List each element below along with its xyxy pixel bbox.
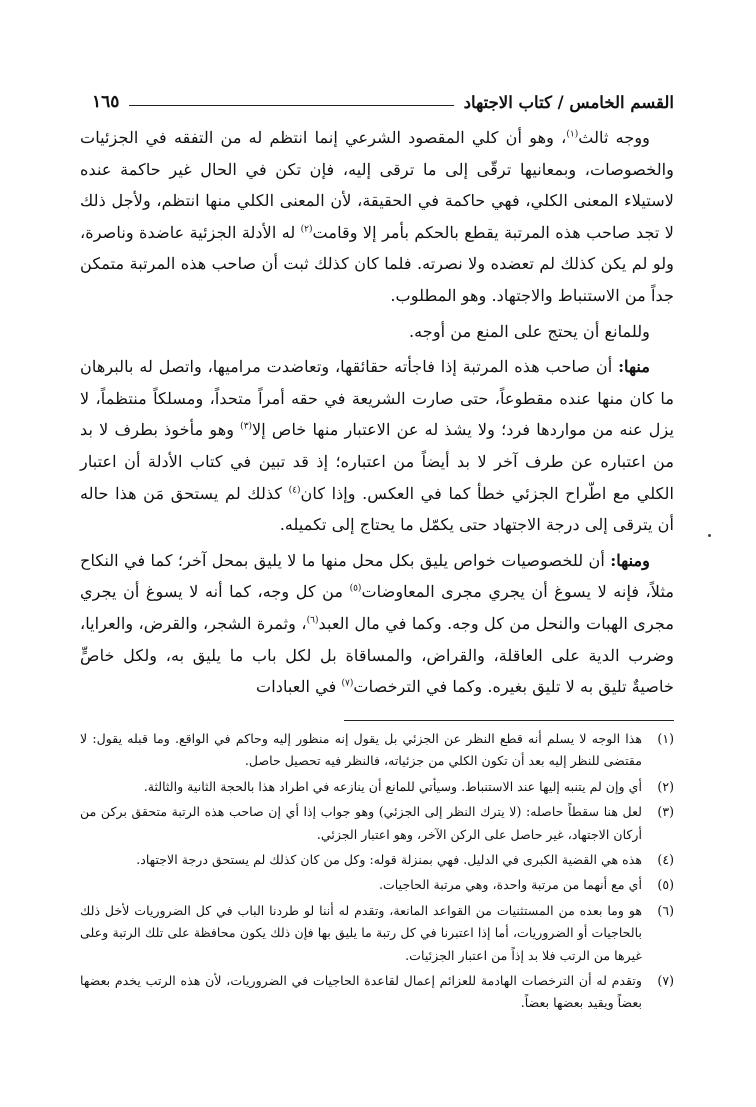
footnote-text: هو وما بعده من المستثنيات من القواعد المانعة، وتقدم له أننا لو طردنا الباب في كل الضروريات لأخل ذلك بالحاجيات أو الضروريات، أما إذا اعتبرنا في كل رتبة ما يليق بها فإن ذلك يكون محافظة على تلك الرتبة وعلى غيرها من الرتب فلا بد إذاً من اعتبار الجزئيات. (80, 902, 642, 963)
footnote-ref-5: (٥) (349, 583, 362, 594)
footnote-rule (344, 720, 674, 721)
footnote-number: (١) (657, 731, 674, 746)
footnote-number: (٤) (657, 852, 674, 868)
paragraph-4 (80, 545, 674, 703)
paragraph-1-a: ووجه ثالث (578, 128, 650, 147)
paragraph-3 (80, 351, 674, 541)
paragraph-4-a: أن للخصوصيات خواص يليق بكل محل منها ما لا يليق بمحل آخر؛ كما في النكاح مثلاً، فإنه لا يسوغ أن يجري مجرى المعاوضات (80, 550, 675, 602)
paragraph-4-c: ، وثمرة الشجر، والقرض، والعرايا، وضرب الدية على العاقلة، والقراض، والمساقاة بل لكل باب ما يليق به، ولكل خاصٍّ خاصيةٌ تليق به لا تليق بغيره. وكما في الترخصات (80, 613, 674, 697)
running-header (92, 86, 674, 112)
footnote-6 (80, 900, 674, 967)
footnote-number: (٣) (657, 804, 674, 820)
paragraph-1-c: له الأدلة الجزئية عاضدة وناصرة، ولو لم يكن كذلك لم تعضده ولا نصرته. فلما كان كذلك ثبت أن صاحب هذه المرتبة متمكن جداً من الاستنباط والاجتهاد. وهو المطلوب. (80, 222, 674, 305)
paragraph-4-b: من كل وجه، كما أنه لا يسوغ أن يجري مجرى الهبات والنحل من كل وجه. وكما في مال العبد (80, 582, 674, 633)
paragraph-3-b: وهو مأخوذ بطرف لا بد من اعتباره عن طرف آخر لا بد أيضاً من اعتباره؛ إذ قد تبين في كتاب الأدلة أن اعتبار الكلي مع اطّراح الجزئي خطأ كما في العكس. وإذا كان (80, 420, 674, 503)
paragraph-1-b: ، وهو أن كلي المقصود الشرعي إنما انتظم له من التفقه في الجزئيات والخصوصات، وبمعانيها ترقّى إلى ما ترقى إليه، فإن تكن في الحال غير حاكمة عنده لاستيلاء المعنى الكلي، فهي حاكمة في الحقيقة، لأن المعنى الكلي منها انتظم، ولأجل ذلك لا تجد صاحب هذه المرتبة يقطع بالحكم بأمر إلا وقامت (80, 128, 674, 242)
footnote-ref-2: (٢) (300, 224, 313, 235)
footnote-4 (80, 849, 674, 871)
main-text (80, 122, 674, 703)
paragraph-4-lead: ومنها: (610, 550, 650, 570)
footnote-number: (٢) (657, 778, 674, 794)
footnote-ref-4: (٤) (288, 485, 301, 496)
paragraph-3-a: أن صاحب هذه المرتبة إذا فاجأته حقائقها، وتعاضدت مراميها، واتصل له بالبرهان ما كان منها عنده مقطوعاً، حتى صارت الشريعة في حقه أمراً متحداً، ومسلكاً منتظماً، لا يزل عنه من مواردها فرد؛ ولا يشذ له عن الاعتبار منها خاص إلا (80, 357, 674, 440)
header-title: القسم الخامس / كتاب الاجتهاد (463, 93, 674, 112)
paragraph-3-c: كذلك لم يستحق مَن هذا حاله أن يترقى إلى درجة الاجتهاد حتى يكمّل ما يحتاج إلى تكميله. (80, 483, 674, 535)
footnote-ref-7: (٧) (341, 678, 354, 689)
footnote-text: هذا الوجه لا يسلم أنه قطع النظر عن الجزئي بل يقول إنه منظور إليه وحاكم في الواقع. وما قبله يقول: لا مقتضى للنظر إليه بعد أن تكون الكلي من جزئياته، فالنظر فيه تحصيل حاصل. (80, 731, 642, 769)
footnote-text: أي وإن لم يتنبه إليها عند الاستنباط. وسيأتي للمانع أن ينازعه في اطراد هذا بالحجة الثانية والثالثة. (143, 778, 642, 794)
header-rule (129, 105, 453, 106)
paragraph-3-lead: منها: (618, 357, 650, 377)
page-number: ١٦٥ (92, 92, 120, 112)
footnote-text: أي مع أنهما من مرتبة واحدة، وهي مرتبة الحاجيات. (378, 877, 642, 893)
footnote-2 (80, 776, 674, 798)
footnote-7 (80, 970, 674, 1015)
footnote-number: (٦) (657, 902, 674, 918)
footnote-ref-6: (٦) (306, 615, 319, 626)
paragraph-2: وللمانع أن يحتج على المنع من أوجه. (408, 321, 650, 341)
footnote-text: هذه هي القضية الكبرى في الدليل. فهي بمنزلة قوله: وكل من كان كذلك لم يستحق درجة الاجتهاد. (136, 852, 642, 868)
footnote-text: وتقدم له أن الترخصات الهادمة للعزائم إعمال لقاعدة الحاجيات في الضروريات، لأن هذه الرتب يخدم بعضها بعضاً ويقيد بعضها بعضاً. (80, 973, 642, 1011)
footnote-1 (80, 728, 674, 773)
footnote-3 (80, 801, 674, 846)
footnote-number: (٧) (657, 973, 674, 989)
margin-mark (708, 534, 711, 537)
footnotes (80, 728, 674, 1015)
paragraph-1 (80, 122, 674, 312)
footnote-ref-3: (٣) (240, 421, 253, 432)
footnote-ref-1: (١) (566, 129, 579, 140)
paragraph-4-d: في العبادات (256, 677, 342, 697)
footnote-5 (80, 874, 674, 896)
footnote-number: (٥) (657, 877, 674, 893)
footnote-text: لعل هنا سقطاً حاصله: (لا يترك النظر إلى الجزئي) وهو جواب إذا أي إن صاحب هذه الرتبة متحقق بركن من أركان الاجتهاد، غير حاصل على الركن الآخر، وهو اعتبار الجزئي. (80, 804, 642, 842)
